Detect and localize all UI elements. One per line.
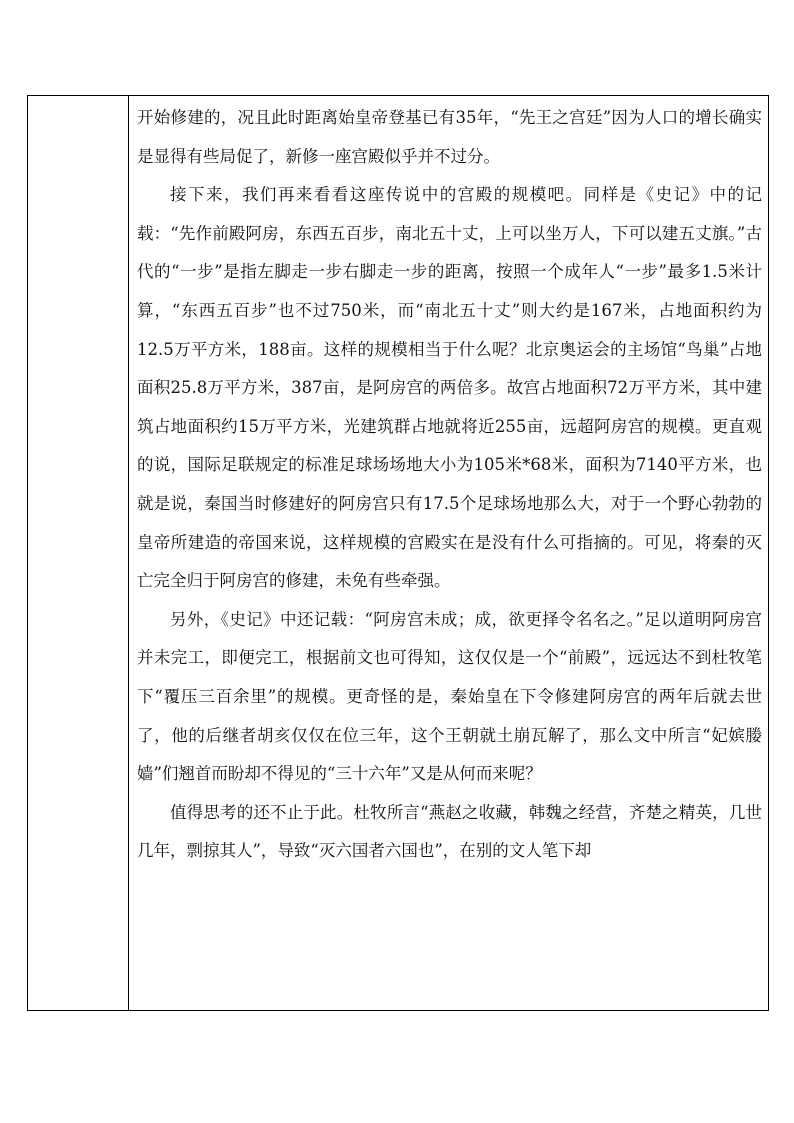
paragraph-further-thought: 值得思考的还不止于此。杜牧所言“燕赵之收藏，韩魏之经营，齐楚之精英，几世几年，剽掠其人”，导致“灭六国者六国也”，在别的文人笔下却 [137, 802, 762, 861]
paragraph-unfinished: 另外，《史记》中还记载：“阿房宫未成；成，欲更择令名名之。”足以道明阿房宫并未完工，即便完工，根据前文也可得知，这仅仅是一个“前殿”，远远达不到杜牧笔下“覆压三百余里”的规模。更奇怪的是，秦始皇在下令修建阿房宫的两年后就去世了，他的后继者胡亥仅仅在位三年，这个王朝就土崩瓦解了，那么文中所言“妃嫔媵嫱”们翘首而盼却不得见的“三十六年”又是从何而来呢？ [137, 609, 762, 784]
left-empty-cell [28, 96, 129, 1010]
paragraph-continuation: 开始修建的，况且此时距离始皇帝登基已有35年，“先王之宫廷”因为人口的增长确实是显得有些局促了，新修一座宫殿似乎并不过分。 [137, 108, 762, 166]
text-cell [129, 96, 768, 1010]
page-table [27, 95, 769, 1011]
paragraph-scale: 接下来，我们再来看看这座传说中的宫殿的规模吧。同样是《史记》中的记载：“先作前殿阿房，东西五百步，南北五十丈，上可以坐万人，下可以建五丈旗。”古代的“一步”是指左脚走一步右脚走一步的距离，按照一个成年人“一步”最多1.5米计算，“东西五百步”也不过750米，而“南北五十丈”则大约是167米，占地面积约为12.5万平方米，188亩。这样的规模相当于什么呢？北京奥运会的主场馆“鸟巢”占地面积25.8万平方米，387亩，是阿房宫的两倍多。故宫占地面积72万平方米，其中建筑占地面积约15万平方米，光建筑群占地就将近255亩，远超阿房宫的规模。更直观的说，国际足联规定的标准足球场场地大小为105米*68米，面积为7140平方米，也就是说，秦国当时修建好的阿房宫只有17.5个足球场地那么大，对于一个野心勃勃的皇帝所建造的帝国来说，这样规模的宫殿实在是没有什么可指摘的。可见，将秦的灭亡完全归于阿房宫的修建，未免有些牵强。 [137, 185, 762, 591]
